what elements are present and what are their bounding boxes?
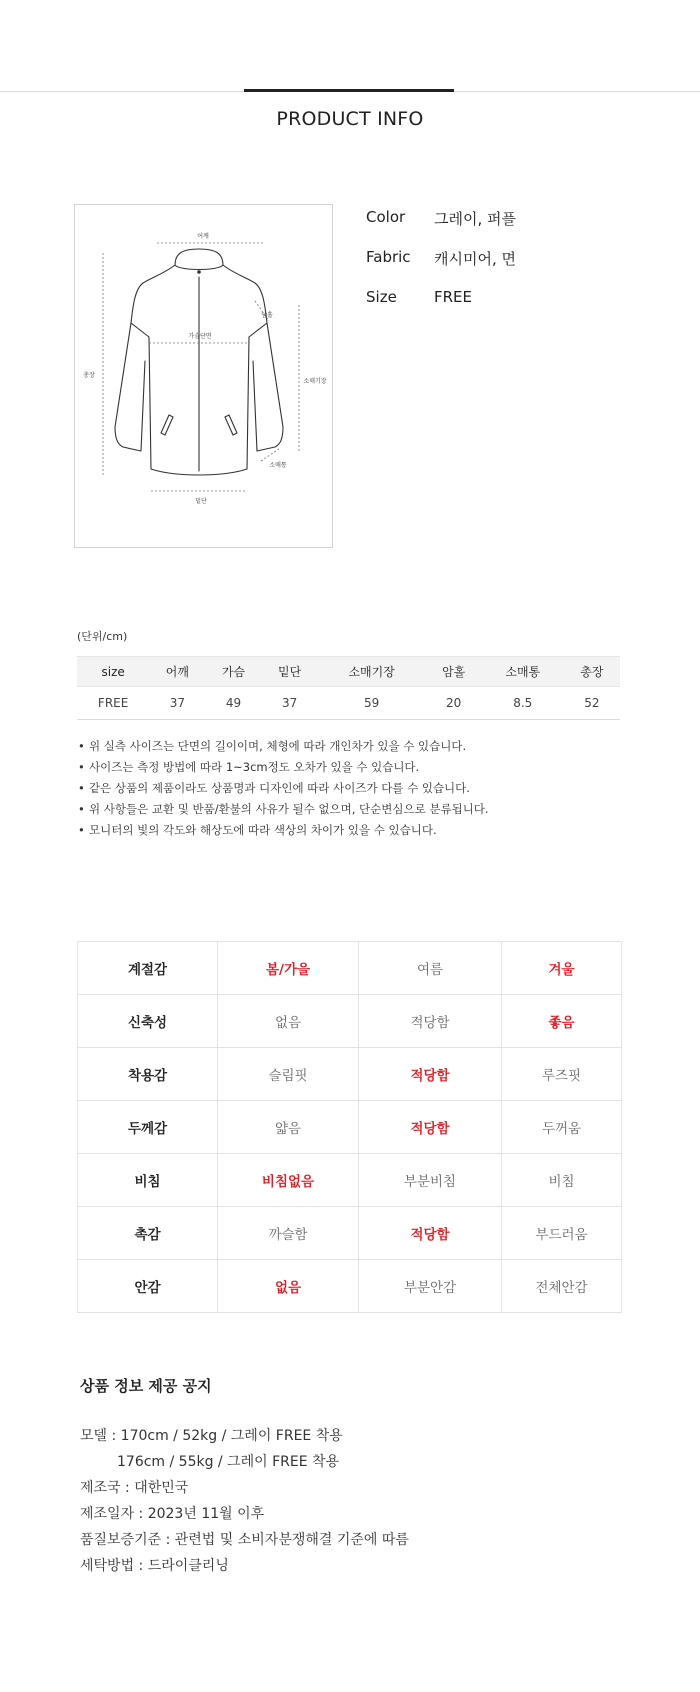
note-text: 위 실측 사이즈는 단면의 길이이며, 체형에 따라 개인차가 있을 수 있습니다. <box>89 739 467 753</box>
label-chest: 가슴단면 <box>188 333 212 340</box>
size-col-header: size <box>77 657 149 687</box>
bullet-icon: • <box>78 823 85 837</box>
feel-option-selected: 적당함 <box>359 1207 502 1260</box>
info-row-color <box>366 208 666 248</box>
measurement-diagram <box>74 204 333 548</box>
feel-option: 부분안감 <box>359 1260 502 1313</box>
size-cell: 59 <box>318 687 426 720</box>
list-item <box>78 820 638 841</box>
size-cell: 49 <box>205 687 261 720</box>
size-table-header-row <box>77 657 620 687</box>
list-item <box>78 757 638 778</box>
feel-option: 슬림핏 <box>218 1048 359 1101</box>
label-shoulder: 어깨 <box>197 233 209 240</box>
feel-option: 전체안감 <box>502 1260 622 1313</box>
feel-option-selected: 겨울 <box>502 942 622 995</box>
size-col-header: 가슴 <box>205 657 261 687</box>
product-info-list <box>366 208 666 328</box>
table-row <box>78 1101 622 1154</box>
feel-option-selected: 없음 <box>218 1260 359 1313</box>
table-row <box>78 1260 622 1313</box>
bullet-icon: • <box>78 781 85 795</box>
list-item <box>78 736 638 757</box>
info-value: FREE <box>434 288 473 306</box>
feel-option: 얇음 <box>218 1101 359 1154</box>
label-sleeve-length: 소매기장 <box>303 378 327 385</box>
size-cell: 52 <box>564 687 620 720</box>
jacket-illustration <box>75 205 332 547</box>
feel-option: 까슬함 <box>218 1207 359 1260</box>
info-label: Size <box>366 288 397 306</box>
size-cell: 37 <box>149 687 205 720</box>
size-col-header: 소매기장 <box>318 657 426 687</box>
label-total-length: 총장 <box>83 372 95 379</box>
size-col-header: 어깨 <box>149 657 205 687</box>
note-text: 같은 상품의 제품이라도 상품명과 디자인에 따라 사이즈가 다를 수 있습니다. <box>89 781 470 795</box>
fabric-feel-table <box>77 941 622 1313</box>
notice-origin: 제조국 : 대한민국 <box>80 1480 189 1496</box>
notice-washing: 세탁방법 : 드라이클리닝 <box>80 1558 229 1574</box>
size-col-header: 암홀 <box>426 657 482 687</box>
feel-option-selected: 적당함 <box>359 1048 502 1101</box>
feel-option: 부분비침 <box>359 1154 502 1207</box>
feel-option: 적당함 <box>359 995 502 1048</box>
notice-manufactured: 제조일자 : 2023년 11월 이후 <box>80 1506 265 1522</box>
feel-option: 없음 <box>218 995 359 1048</box>
feel-option-selected: 봄/가을 <box>218 942 359 995</box>
note-text: 모니터의 빛의 각도와 해상도에 따라 색상의 차이가 있을 수 있습니다. <box>89 823 437 837</box>
section-title: PRODUCT INFO <box>276 108 424 130</box>
table-row <box>77 687 620 720</box>
unit-note: (단위/cm) <box>77 630 128 643</box>
notice-model-1: 모델 : 170cm / 52kg / 그레이 FREE 착용 <box>80 1428 343 1444</box>
size-cell: 37 <box>262 687 318 720</box>
feel-row-label: 안감 <box>78 1260 218 1313</box>
feel-option: 두꺼움 <box>502 1101 622 1154</box>
size-cell: 20 <box>426 687 482 720</box>
table-row <box>78 942 622 995</box>
feel-option-selected: 좋음 <box>502 995 622 1048</box>
feel-row-label: 두께감 <box>78 1101 218 1154</box>
feel-row-label: 신축성 <box>78 995 218 1048</box>
bullet-icon: • <box>78 739 85 753</box>
notice-quality: 품질보증기준 : 관련법 및 소비자분쟁해결 기준에 따름 <box>80 1532 409 1548</box>
info-label: Color <box>366 208 406 226</box>
feel-option-selected: 비침없음 <box>218 1154 359 1207</box>
notice-model-2: 176cm / 55kg / 그레이 FREE 착용 <box>117 1454 340 1470</box>
label-sleeve-opening: 소매통 <box>269 462 287 469</box>
feel-option-selected: 적당함 <box>359 1101 502 1154</box>
info-label: Fabric <box>366 248 411 266</box>
info-value: 캐시미어, 면 <box>434 250 516 268</box>
list-item <box>78 799 638 820</box>
label-hem: 밑단 <box>195 498 207 505</box>
feel-option: 여름 <box>359 942 502 995</box>
size-col-header: 총장 <box>564 657 620 687</box>
title-accent-bar <box>244 89 454 92</box>
feel-row-label: 착용감 <box>78 1048 218 1101</box>
label-armhole: 암홀 <box>261 312 273 319</box>
feel-row-label: 촉감 <box>78 1207 218 1260</box>
note-text: 위 사항들은 교환 및 반품/환불의 사유가 될수 없으며, 단순변심으로 분류됩니다. <box>89 802 489 816</box>
info-row-fabric <box>366 248 666 288</box>
size-col-header: 밑단 <box>262 657 318 687</box>
info-value: 그레이, 퍼플 <box>434 210 516 228</box>
notice-lines <box>80 1423 409 1579</box>
size-col-header: 소매통 <box>482 657 564 687</box>
feel-option: 루즈핏 <box>502 1048 622 1101</box>
feel-row-label: 비침 <box>78 1154 218 1207</box>
size-notes-list <box>78 736 638 841</box>
feel-option: 부드러움 <box>502 1207 622 1260</box>
bullet-icon: • <box>78 760 85 774</box>
note-text: 사이즈는 측정 방법에 따라 1~3cm정도 오차가 있을 수 있습니다. <box>89 760 420 774</box>
table-row <box>78 1048 622 1101</box>
feel-option: 비침 <box>502 1154 622 1207</box>
notice-title: 상품 정보 제공 공지 <box>80 1377 212 1395</box>
size-cell: FREE <box>77 687 149 720</box>
list-item <box>78 778 638 799</box>
bullet-icon: • <box>78 802 85 816</box>
feel-row-label: 계절감 <box>78 942 218 995</box>
size-table <box>77 656 620 720</box>
size-cell: 8.5 <box>482 687 564 720</box>
table-row <box>78 1207 622 1260</box>
table-row <box>78 1154 622 1207</box>
table-row <box>78 995 622 1048</box>
info-row-size <box>366 288 666 328</box>
